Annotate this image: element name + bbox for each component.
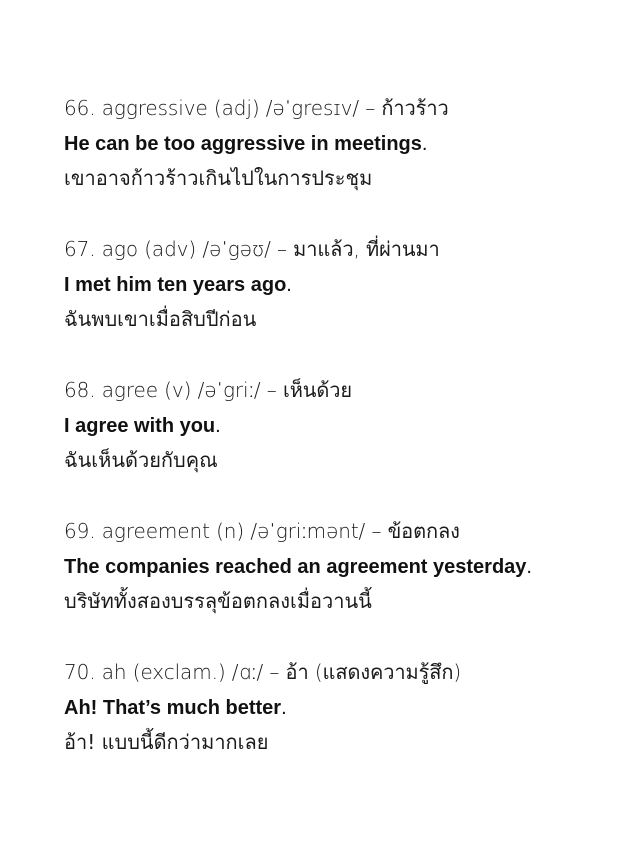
example-sentence-english bbox=[64, 553, 624, 581]
vocab-entry-66 bbox=[64, 92, 624, 194]
example-sentence-thai: ฉันพบเขาเมื่อสิบปีก่อน bbox=[64, 307, 257, 331]
example-sentence-english bbox=[64, 130, 624, 158]
sentence-end: . bbox=[215, 415, 221, 437]
vocab-entry-69 bbox=[64, 515, 624, 617]
sentence-end: . bbox=[526, 556, 532, 578]
example-sentence-thai: บริษัททั้งสองบรรลุข้อตกลงเมื่อวานนี้ bbox=[64, 589, 372, 613]
example-text: Ah! That’s much better bbox=[64, 697, 282, 719]
example-sentence-english bbox=[64, 694, 624, 722]
vocabulary-list bbox=[64, 92, 624, 797]
example-sentence-thai: เขาอาจก้าวร้าวเกินไปในการประชุม bbox=[64, 166, 373, 190]
example-text: The companies reached an agreement yesterday bbox=[64, 556, 527, 578]
headword: 69. agreement (n) /əˈgriːmənt/ – ข้อตกลง bbox=[64, 519, 460, 543]
headword: 68. agree (v) /əˈgriː/ – เห็นด้วย bbox=[64, 378, 352, 402]
vocab-entry-67 bbox=[64, 233, 624, 335]
sentence-end: . bbox=[421, 133, 428, 155]
example-text: I met him ten years ago bbox=[64, 274, 287, 296]
example-sentence-thai: อ้า! แบบนี้ดีกว่ามากเลย bbox=[64, 730, 269, 754]
vocab-entry-68 bbox=[64, 374, 624, 476]
example-text: I agree with you bbox=[64, 415, 216, 437]
sentence-end: . bbox=[286, 274, 292, 296]
headword: 66. aggressive (adj) /əˈgresɪv/ – ก้าวร้าว bbox=[64, 96, 449, 120]
headword: 67. ago (adv) /əˈgəʊ/ – มาแล้ว, ที่ผ่านมา bbox=[64, 237, 440, 261]
example-sentence-thai: ฉันเห็นด้วยกับคุณ bbox=[64, 448, 218, 472]
headword: 70. ah (exclam.) /ɑː/ – อ้า (แสดงความรู้สึก) bbox=[64, 660, 462, 684]
vocab-entry-70 bbox=[64, 656, 624, 758]
sentence-end: . bbox=[281, 697, 287, 719]
example-sentence-english bbox=[64, 271, 624, 299]
example-text: He can be too aggressive in meetings bbox=[64, 133, 422, 155]
example-sentence-english bbox=[64, 412, 624, 440]
